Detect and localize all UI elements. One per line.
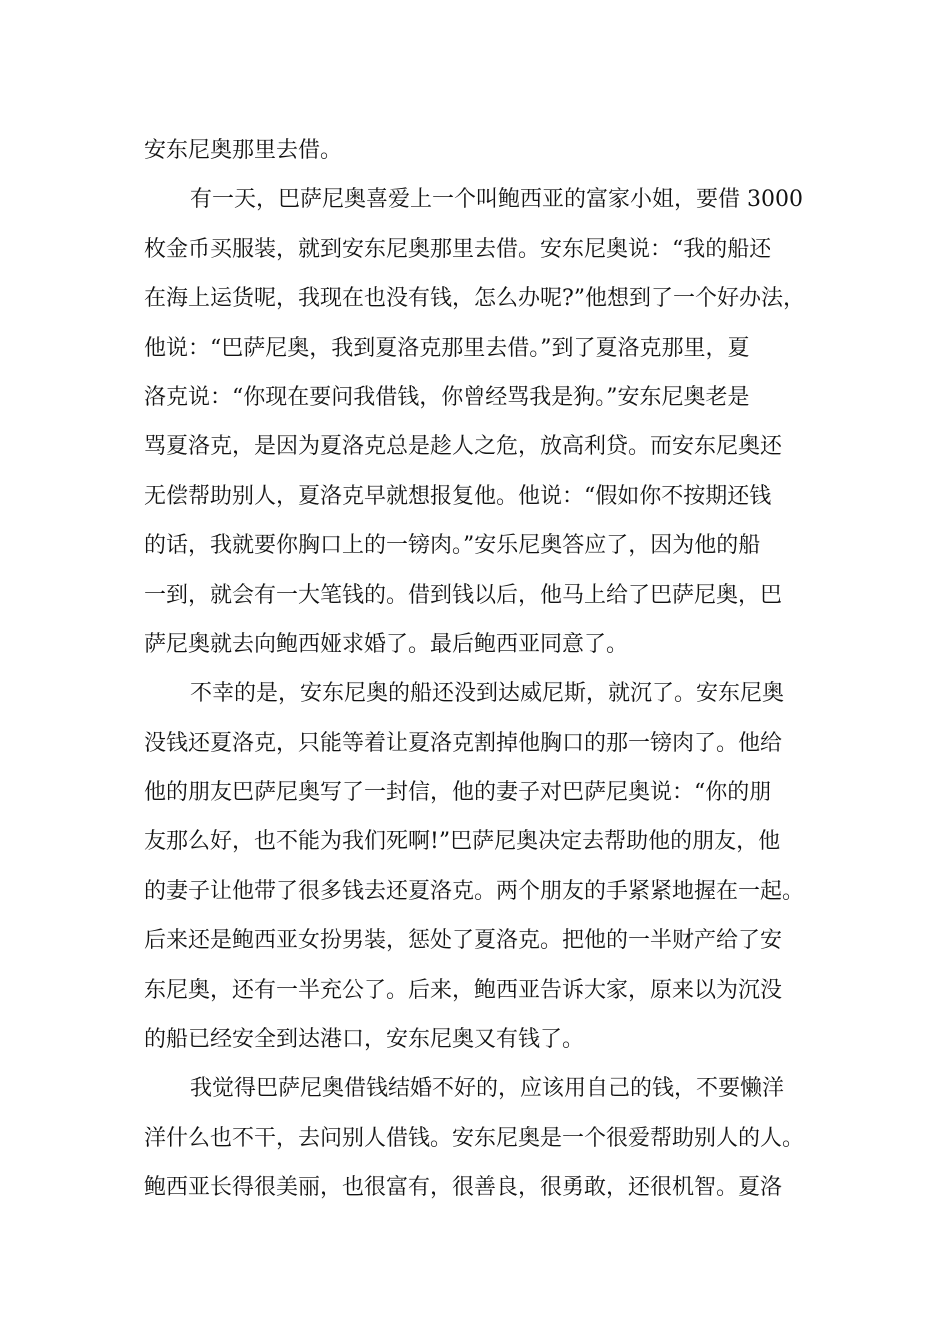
text-line: 没钱还夏洛克，只能等着让夏洛克割掉他胸口的那一镑肉了。他给 (144, 730, 783, 756)
text-line: 洛克说：“你现在要问我借钱，你曾经骂我是狗。”安东尼奥老是 (144, 384, 750, 410)
text-line: 友那么好，也不能为我们死啊!”巴萨尼奥决定去帮助他的朋友，他 (144, 829, 781, 855)
paragraph-first-line: 我觉得巴萨尼奥借钱结婚不好的，应该用自己的钱，不要懒洋 (190, 1076, 785, 1102)
text-line: 萨尼奥就去向鲍西娅求婚了。最后鲍西亚同意了。 (144, 631, 629, 657)
text-line: 鲍西亚长得很美丽，也很富有，很善良，很勇敢，还很机智。夏洛 (144, 1175, 783, 1201)
text-line: 他说：“巴萨尼奥，我到夏洛克那里去借。”到了夏洛克那里，夏 (144, 335, 750, 361)
text-line: 洋什么也不干，去问别人借钱。安东尼奥是一个很爱帮助别人的人。 (144, 1125, 805, 1151)
text-line: 的妻子让他带了很多钱去还夏洛克。两个朋友的手紧紧地握在一起。 (144, 878, 805, 904)
document-body (144, 126, 820, 1213)
paragraph-first-line: 不幸的是，安东尼奥的船还没到达威尼斯，就沉了。安东尼奥 (190, 681, 785, 707)
text-line: 东尼奥，还有一半充公了。后来，鲍西亚告诉大家，原来以为沉没 (144, 977, 783, 1003)
text-line: 骂夏洛克，是因为夏洛克总是趁人之危，放高利贷。而安东尼奥还 (144, 434, 783, 460)
text-line: 安东尼奥那里去借。 (144, 138, 343, 163)
text-line: 的船已经安全到达港口，安东尼奥又有钱了。 (144, 1027, 585, 1053)
text-line: 一到，就会有一大笔钱的。借到钱以后，他马上给了巴萨尼奥，巴 (144, 582, 783, 608)
text-line: 枚金币买服装，就到安东尼奥那里去借。安东尼奥说：“我的船还 (144, 236, 772, 262)
text-line: 无偿帮助别人，夏洛克早就想报复他。他说：“假如你不按期还钱 (144, 483, 772, 509)
paragraph-first-line: 有一天，巴萨尼奥喜爱上一个叫鲍西亚的富家小姐，要借 3000 (190, 187, 803, 213)
text-line: 他的朋友巴萨尼奥写了一封信，他的妻子对巴萨尼奥说：“你的朋 (144, 780, 772, 806)
text-line: 在海上运货呢，我现在也没有钱，怎么办呢?”他想到了一个好办法， (144, 286, 806, 312)
text-line: 后来还是鲍西亚女扮男装，惩处了夏洛克。把他的一半财产给了安 (144, 928, 783, 954)
text-line: 的话，我就要你胸口上的一镑肉。”安乐尼奥答应了，因为他的船 (144, 533, 761, 559)
